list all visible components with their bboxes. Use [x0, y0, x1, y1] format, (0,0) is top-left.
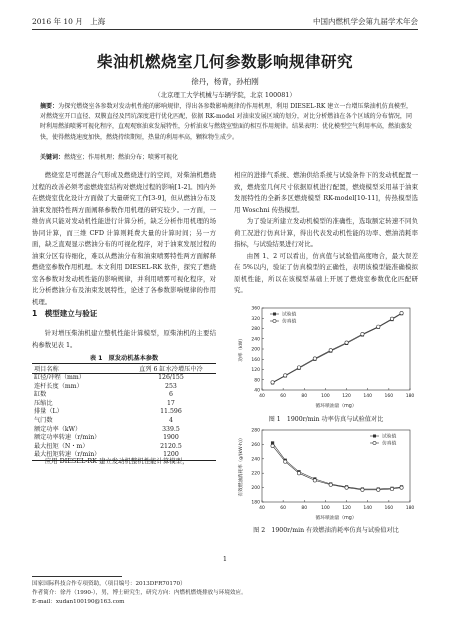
legend-label: 试验值 — [282, 312, 297, 318]
power-chart-svg — [236, 302, 418, 410]
table-row — [32, 417, 216, 426]
table-header-cell: 直列 6 缸水冷增压中冷 — [139, 366, 203, 373]
data-point — [345, 341, 348, 344]
x-tick-label: 160 — [384, 394, 394, 399]
y-tick-label: 240 — [251, 337, 260, 343]
table-row — [32, 383, 216, 392]
x-tick-label: 180 — [405, 394, 415, 399]
param-name-cell: 气门数 — [34, 416, 53, 424]
x-tick-label: 60 — [280, 394, 287, 399]
param-value-cell: 1200 — [163, 451, 179, 459]
data-point — [329, 349, 332, 352]
y-tick-label: 240 — [251, 457, 260, 463]
param-value-cell: 4 — [168, 416, 173, 424]
param-name-cell: 连杆长度（mm） — [34, 382, 83, 390]
section-1-heading: 1 模型建立与验证 — [32, 309, 98, 318]
table-1 — [32, 363, 216, 461]
legend-marker — [273, 313, 276, 316]
footnote-rule — [32, 576, 122, 577]
y-tick-label: 200 — [251, 486, 260, 492]
param-value-cell: 11.596 — [160, 408, 182, 416]
legend-label: 仿真值 — [382, 441, 397, 447]
after-table-paragraph: 应用 DIESEL-RK 建立发动机整机性能计算模型， — [44, 457, 189, 465]
legend-label: 仿真值 — [282, 319, 297, 325]
param-value-cell: 1900 — [163, 434, 179, 442]
figure-2-chart — [236, 424, 418, 522]
x-tick-label: 100 — [321, 506, 330, 511]
data-point — [400, 486, 403, 489]
param-value-cell: 2120.5 — [160, 442, 182, 450]
param-name-cell: 最大扭矩（N・m） — [34, 442, 89, 450]
param-name-cell: 排量（L） — [34, 408, 63, 416]
y-tick-label: 180 — [251, 500, 260, 506]
table-row — [32, 374, 216, 383]
y-tick-label: 220 — [251, 471, 260, 477]
figure-2-caption: 图 2 1900r/min 有效燃油消耗率仿真与试验值对比 — [253, 527, 399, 534]
right-column-top — [234, 170, 418, 297]
param-value-cell: 339.5 — [162, 425, 180, 433]
model-paragraph: 相应的进排气系统、燃油供给系统与试验条件下的发动机配置一致，燃烧室几何尺寸依据原机进行配置，燃烧模型采用基于油束发展特性的全新多区燃烧模型 RK-model[10-11]，传热模型选用 Woschni 传热模型。 — [234, 171, 418, 214]
data-point — [329, 483, 332, 486]
validation-paragraph: 为了验证所建立发动机模型的准确性，选取额定转速不同负荷工况进行仿真计算，得出代表发动机性能的功率、燃油消耗率指标，与试验结果进行对比。 — [234, 217, 418, 248]
author-list: 徐丹，杨青，孙柏刚 — [191, 77, 259, 86]
param-name-cell: 缸径/冲程（mm） — [34, 374, 85, 381]
data-point — [390, 487, 393, 490]
table-row — [32, 408, 216, 417]
data-point — [400, 311, 403, 314]
param-value-cell: 6 — [168, 391, 173, 399]
param-name-cell: 额定功率转速（r/min） — [34, 434, 101, 442]
keywords — [40, 152, 412, 161]
data-point — [377, 325, 380, 328]
param-name-cell: 压缩比 — [34, 399, 53, 407]
x-tick-label: 40 — [259, 394, 265, 399]
affiliation: （北京理工大学机械与车辆学院，北京 100081） — [154, 91, 296, 99]
table-1-title: 表 1 原发动机基本参数 — [89, 355, 159, 362]
data-point — [313, 357, 316, 360]
header-date-location: 2016 年 10 月 上海 — [32, 17, 106, 26]
data-point — [361, 488, 364, 491]
y-tick-label: 80 — [254, 378, 260, 384]
y-tick-label: 320 — [251, 316, 260, 322]
data-point — [345, 486, 348, 489]
y-tick-label: 120 — [251, 368, 260, 373]
data-point — [377, 488, 380, 491]
header-rule — [32, 29, 418, 30]
table-row — [32, 391, 216, 400]
figure-1-chart — [236, 302, 418, 410]
series-line — [273, 446, 402, 490]
keywords-text: 燃烧室；作用机理；燃油分布；喷雾可视化 — [64, 154, 179, 161]
x-tick-label: 60 — [280, 506, 287, 511]
param-name-cell: 额定功率（kW） — [34, 425, 82, 433]
series-line — [273, 443, 402, 489]
page-number: 1 — [222, 555, 228, 563]
engine-parameters-table — [32, 363, 216, 461]
y-tick-label: 360 — [251, 306, 260, 312]
y-tick-label: 40 — [254, 388, 260, 394]
param-name-cell: 缸数 — [34, 391, 47, 399]
x-tick-label: 80 — [301, 506, 308, 511]
running-header — [32, 16, 418, 28]
y-axis-label: 功率（kW） — [239, 336, 244, 362]
table-row — [32, 434, 216, 443]
x-tick-label: 160 — [384, 506, 394, 511]
left-column — [32, 170, 216, 308]
param-value-cell: 253 — [165, 382, 177, 390]
abstract-text: 为探究燃烧室各参数对发动机性能的影响规律，得出各参数影响规律的作用机理，利用 DIESEL-RK 建立一台增压柴油机仿真模型，对燃烧室开口直径、双膜直径及凹坑深度进行优化匹配，依据 RK-model 对油束发展区域的划分，对比分析燃油在各个区域的分布情况，同时利用燃油喷雾可视化程序，直观观察油束发展特性，分析油束与燃烧室壁面的相互作用规律。结果表明：优化模型空气利用率高，燃油蒸发快，使得燃烧速度加快，燃烧持续期短，热量的利用率高，颗粒物生成少。 — [40, 103, 413, 141]
param-name-cell: 最大扭矩转速（r/min） — [34, 451, 101, 459]
x-tick-label: 180 — [405, 506, 415, 511]
y-axis-label: 有效燃油消耗率（g/(kW·h)） — [239, 435, 244, 497]
x-tick-label: 120 — [342, 394, 351, 399]
y-tick-label: 260 — [251, 442, 260, 448]
param-value-cell: 17 — [167, 399, 175, 407]
data-point — [297, 472, 300, 475]
paper-title: 柴油机燃烧室几何参数影响规律研究 — [96, 53, 353, 71]
abstract — [40, 102, 412, 143]
data-point — [271, 381, 274, 384]
y-tick-label: 160 — [251, 357, 260, 363]
legend-marker — [373, 441, 376, 444]
legend-marker — [373, 435, 376, 438]
bsfc-chart-svg — [236, 424, 418, 522]
legend-marker — [273, 319, 276, 322]
x-axis-label: 循环喷油量（mg） — [315, 516, 357, 521]
footnote-author: 作者简介：徐丹（1990-），男，博士研究生，研究方向：内燃机燃烧排放与环境效应。 — [32, 590, 247, 596]
x-tick-label: 100 — [321, 394, 330, 399]
table-header-cell: 项目名称 — [34, 366, 59, 373]
y-tick-label: 280 — [251, 327, 260, 332]
keywords-label: 关键词： — [40, 154, 65, 161]
legend-label: 试验值 — [382, 434, 397, 440]
data-point — [297, 366, 300, 369]
intro-paragraph: 燃烧室是可燃混合气形成及燃烧进行的空间，对柴油机燃烧过程的改善必须考虑燃烧室结构对燃烧过程的影响[1-2]。国内外在燃烧室优化设计方面做了大量研究工作[3-9]，但从燃油分布及油束发展特性两方面阐释参数作用机理的研究较少。一方面，一维仿真只能对发动机性能进行计算分析，缺乏分析作用机理的场协同计算，而三维 CFD 计算则耗费大量的计算时间；另一方面，缺乏直观显示燃油分布的可视化程序，对于油束发展过程的油束分区有待细化，难以从燃油分布和油束喷雾特性两方面解释燃烧室参数作用机理。本文利用 DIESEL-RK 软件，探究了燃烧室各参数对发动机性能的影响规律，并利用喷雾可视化程序，对比分析燃油分布及油束发展特性，论述了各参数影响规律的作用机理。 — [32, 171, 216, 306]
footnote-fund: 国家国际科技合作专项资助，（项目编号：2013DFR70170） — [32, 581, 186, 587]
data-point — [313, 479, 316, 482]
table-row — [32, 426, 216, 435]
x-tick-label: 120 — [342, 506, 351, 511]
y-tick-label: 280 — [251, 428, 260, 434]
data-point — [361, 332, 364, 335]
y-tick-label: 200 — [251, 347, 260, 353]
figure-1-caption: 图 1 1900r/min 功率仿真与试验值对比 — [268, 416, 384, 423]
abstract-label: 摘要： — [40, 103, 59, 110]
header-conference: 中国内燃机学会第九届学术年会 — [313, 17, 418, 26]
data-point — [390, 317, 393, 320]
section-1-paragraph: 针对增压柴油机建立整机性能计算模型，原柴油机的主要结构参数见表 1。 — [32, 329, 216, 349]
table-header-row — [32, 364, 216, 374]
x-tick-label: 40 — [259, 506, 265, 511]
x-tick-label: 140 — [363, 394, 373, 399]
data-point — [284, 374, 287, 377]
x-tick-label: 80 — [301, 394, 308, 399]
param-value-cell: 126/155 — [158, 374, 184, 381]
data-point — [284, 460, 287, 463]
x-axis-label: 循环喷油量（mg） — [315, 404, 357, 409]
data-point — [271, 444, 274, 447]
x-tick-label: 140 — [363, 506, 373, 511]
footnote-email: E-mail：xudan100190@163.com — [32, 599, 125, 605]
result-paragraph: 由图 1、2 可以看出，仿真值与试验值高度吻合，最大误差在 5%以内，验证了仿真模型的正确性，表明该模型能准确模拟原机性能，所以在该模型基础上开展了燃烧室参数优化匹配研究。 — [234, 251, 418, 294]
